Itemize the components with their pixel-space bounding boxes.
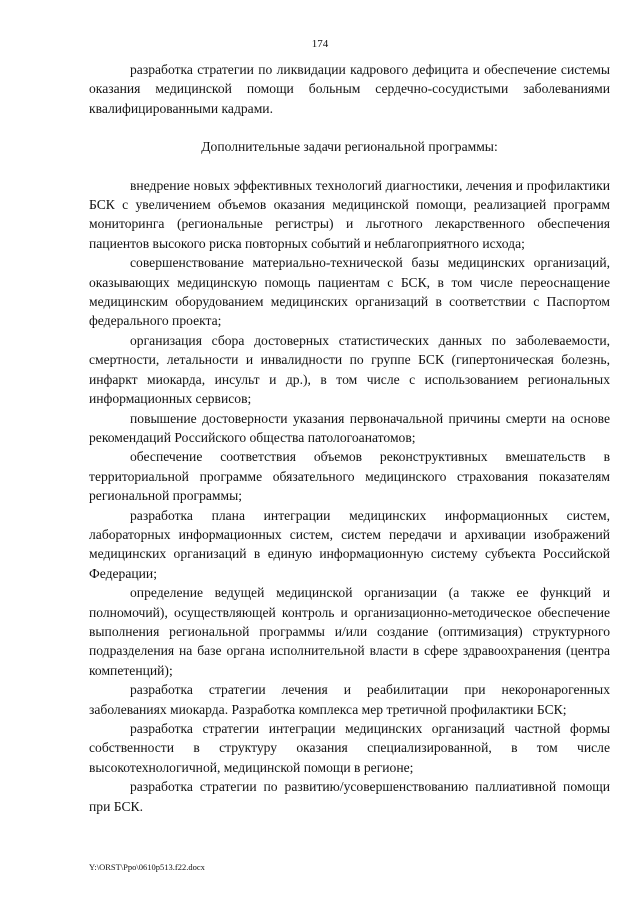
task-item-5: обеспечение соответствия объемов реконструктивных вмешательств в территориальной программе обязательного медицинского страхования показателям региональной программы; <box>89 449 610 504</box>
intro-paragraph: разработка стратегии по ликвидации кадрового дефицита и обеспечение системы оказания медицинской помощи больным сердечно-сосудистыми заболеваниями квалифицированными кадрами. <box>89 62 610 116</box>
footer-file-path: Y:\ORST\Ppo\0610p513.f22.docx <box>89 862 205 872</box>
task-item-3: организация сбора достоверных статистических данных по заболеваемости, смертности, летальности и инвалидности по группе БСК (гипертоническая болезнь, инфаркт миокарда, инсульт и др.), в том числе с использованием региональных информационных сервисов; <box>89 332 610 407</box>
task-item-2: совершенствование материально-технической базы медицинских организаций, оказывающих медицинскую помощь пациентам с БСК, в том числе переоснащение медицинским оборудованием медицинских организаций в соответствии с Паспортом федерального проекта; <box>89 255 610 329</box>
section-heading: Дополнительные задачи региональной программы: <box>201 139 498 155</box>
task-item-9: разработка стратегии интеграции медицинских организаций частной формы собственности в структуру оказания специализированной, в том числе высокотехнологичной, медицинской помощи в регионе; <box>89 721 610 775</box>
page-number: 174 <box>311 38 329 50</box>
task-item-10: разработка стратегии по развитию/усовершенствованию паллиативной помощи при БСК. <box>89 779 610 814</box>
task-item-8: разработка стратегии лечения и реабилитации при некоронарогенных заболеваниях миокарда. Разработка комплекса мер третичной профилактики БСК; <box>89 682 610 717</box>
task-item-6: разработка плана интеграции медицинских информационных систем, лабораторных информационных систем, систем передачи и архивации изображений медицинских организаций в единую информационную систему субъекта Российской Федерации; <box>89 507 610 581</box>
task-item-4: повышение достоверности указания первоначальной причины смерти на основе рекомендаций Российского общества патологоанатомов; <box>89 410 610 445</box>
task-item-7: определение ведущей медицинской организации (а также ее функций и полномочий), осуществляющей контроль и организационно-методическое обеспечение выполнения региональной программы и/или создание (оптимизация) структурного подразделения на базе органа исполнительной власти в сфере здравоохранения (центра компетенций); <box>89 585 610 678</box>
task-item-1: внедрение новых эффективных технологий диагностики, лечения и профилактики БСК с увеличением объемов оказания медицинской помощи, реализацией программ мониторинга (региональные регистры) и льготного лекарственного обеспечения пациентов высокого риска повторных событий и неблагоприятного исхода; <box>89 177 610 251</box>
document-body <box>89 60 610 816</box>
